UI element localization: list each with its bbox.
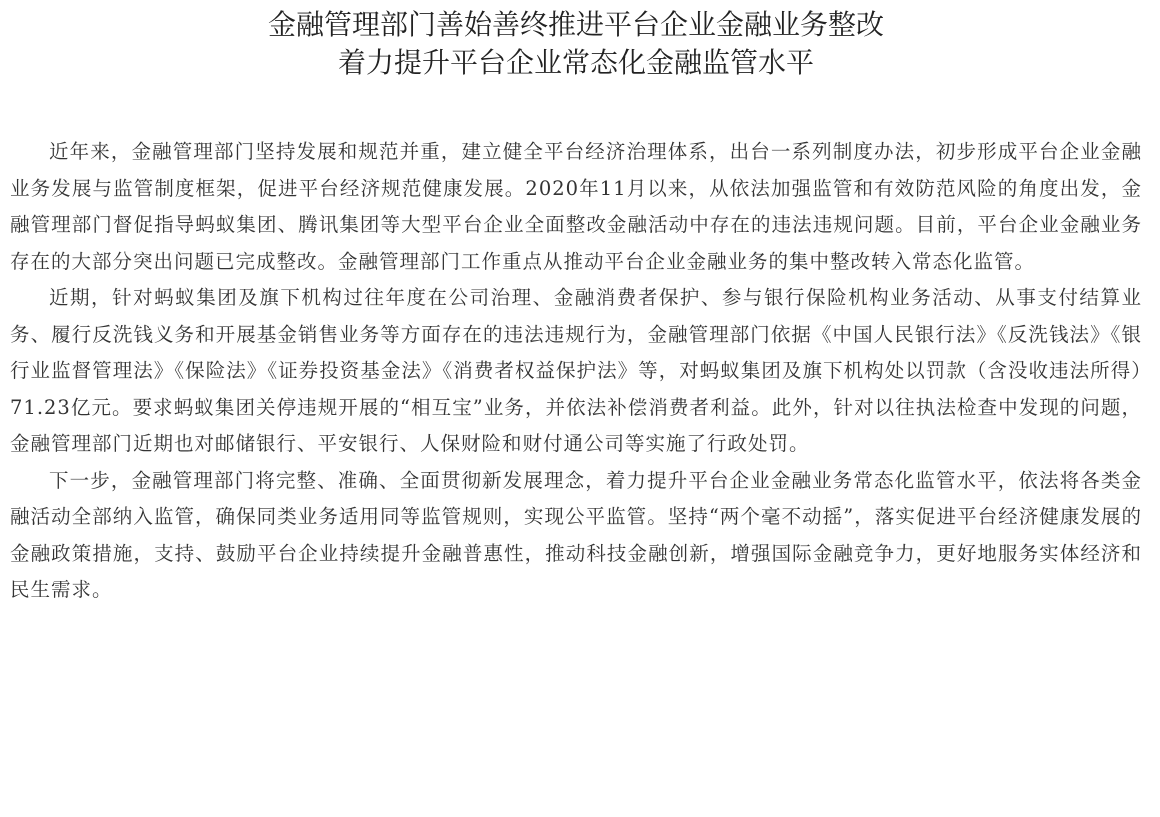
article-body [10,134,1142,609]
article-title-line-2: 着力提升平台企业常态化金融监管水平 [337,46,814,79]
paragraph-1: 近年来，金融管理部门坚持发展和规范并重，建立健全平台经济治理体系，出台一系列制度办法，初步形成平台企业金融业务发展与监管制度框架，促进平台经济规范健康发展。2020年11月以来，从依法加强监管和有效防范风险的角度出发，金融管理部门督促指导蚂蚁集团、腾讯集团等大型平台企业全面整改金融活动中存在的违法违规问题。目前，平台企业金融业务存在的大部分突出问题已完成整改。金融管理部门工作重点从推动平台企业金融业务的集中整改转入常态化监管。 [10,140,1142,273]
paragraph-2: 近期，针对蚂蚁集团及旗下机构过往年度在公司治理、金融消费者保护、参与银行保险机构业务活动、从事支付结算业务、履行反洗钱义务和开展基金销售业务等方面存在的违法违规行为，金融管理部门依据《中国人民银行法》《反洗钱法》《银行业监督管理法》《保险法》《证券投资基金法》《消费者权益保护法》等，对蚂蚁集团及旗下机构处以罚款（含没收违法所得）71.23亿元。要求蚂蚁集团关停违规开展的“相互宝”业务，并依法补偿消费者利益。此外，针对以往执法检查中发现的问题，金融管理部门近期也对邮储银行、平安银行、人保财险和财付通公司等实施了行政处罚。 [10,286,1142,455]
article-title [10,0,1142,82]
article-title-line-1: 金融管理部门善始善终推进平台企业金融业务整改 [267,8,884,41]
paragraph-3: 下一步，金融管理部门将完整、准确、全面贯彻新发展理念，着力提升平台企业金融业务常态化监管水平，依法将各类金融活动全部纳入监管，确保同类业务适用同等监管规则，实现公平监管。坚持“两个毫不动摇”，落实促进平台经济健康发展的金融政策措施，支持、鼓励平台企业持续提升金融普惠性，推动科技金融创新，增强国际金融竞争力，更好地服务实体经济和民生需求。 [10,468,1142,601]
